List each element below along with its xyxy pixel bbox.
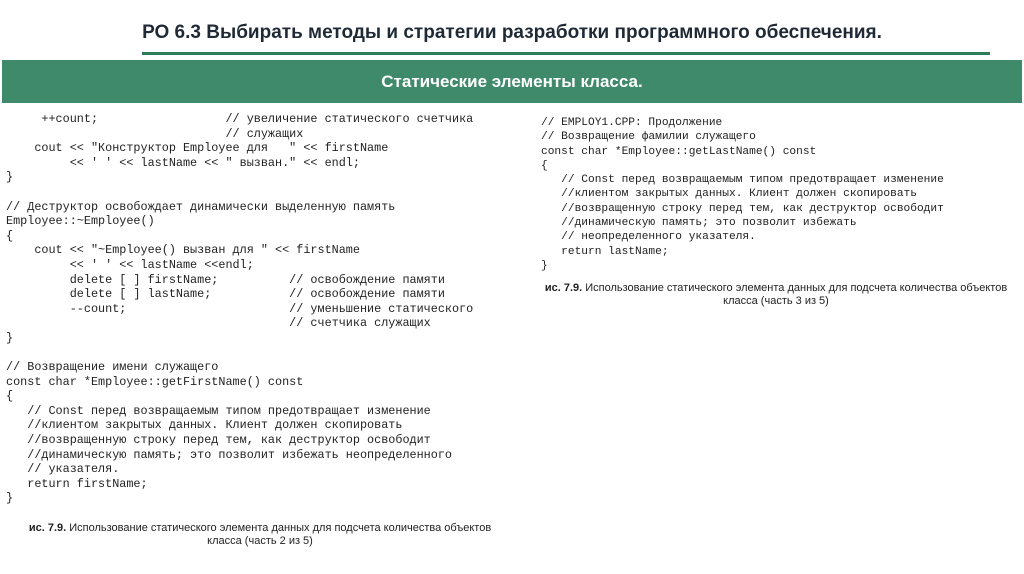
figure-caption-part-3 — [528, 282, 1024, 308]
slide-title: РО 6.3 Выбирать методы и стратегии разработки программного обеспечения. — [142, 22, 882, 43]
caption-text: Использование статического элемента данных для подсчета количества объектов — [66, 522, 492, 534]
code-listing-part-2: ++count; // увеличение статического счетчика // служащих cout << "Конструктор Employee для " << firstName << ' ' << lastName << " вызван." << endl; } // Деструктор освобождает динамически выделенную память Employee::~Employee() { cout << "~Employee() вызван для " << firstName << ' ' << lastName <<endl; delete [ ] firstName; // освобождение памяти delete [ ] lastName; // освобождение памяти --count; // уменьшение статического // счетчика служащих } // Возвращение имени служащего const char *Employee::getFirstName() const { // Const перед возвращаемым типом предотвращает изменение //клиентом закрытых данных. Клиент должен скопировать //возвращенную строку перед тем, как деструктор освободит //динамическую память; это позволит избежать неопределенного // указателя. return firstName; } — [6, 112, 474, 506]
caption-text: Использование статического элемента данных для подсчета количества объектов — [582, 282, 1008, 294]
caption-text-line2: класса (часть 3 из 5) — [723, 295, 829, 307]
section-banner — [2, 60, 1022, 103]
title-underline — [142, 52, 990, 55]
caption-text-line2: класса (часть 2 из 5) — [207, 535, 313, 547]
caption-label: ис. 7.9. — [544, 282, 583, 294]
code-listing-part-3: // EMPLOY1.CPP: Продолжение // Возвращение фамилии служащего const char *Employee::getLastName() const { // Const перед возвращаемым типом предотвращает изменение //клиентом закрытых данных. Клиент должен скопировать //возвращенную строку перед тем, как деструктор освободит //динамическую память; это позволит избежать // неопределенного указателя. return lastName; } — [541, 117, 944, 272]
section-title: Статические элементы класса. — [381, 71, 643, 91]
caption-label: ис. 7.9. — [28, 522, 67, 534]
figure-caption-part-2 — [0, 522, 520, 548]
